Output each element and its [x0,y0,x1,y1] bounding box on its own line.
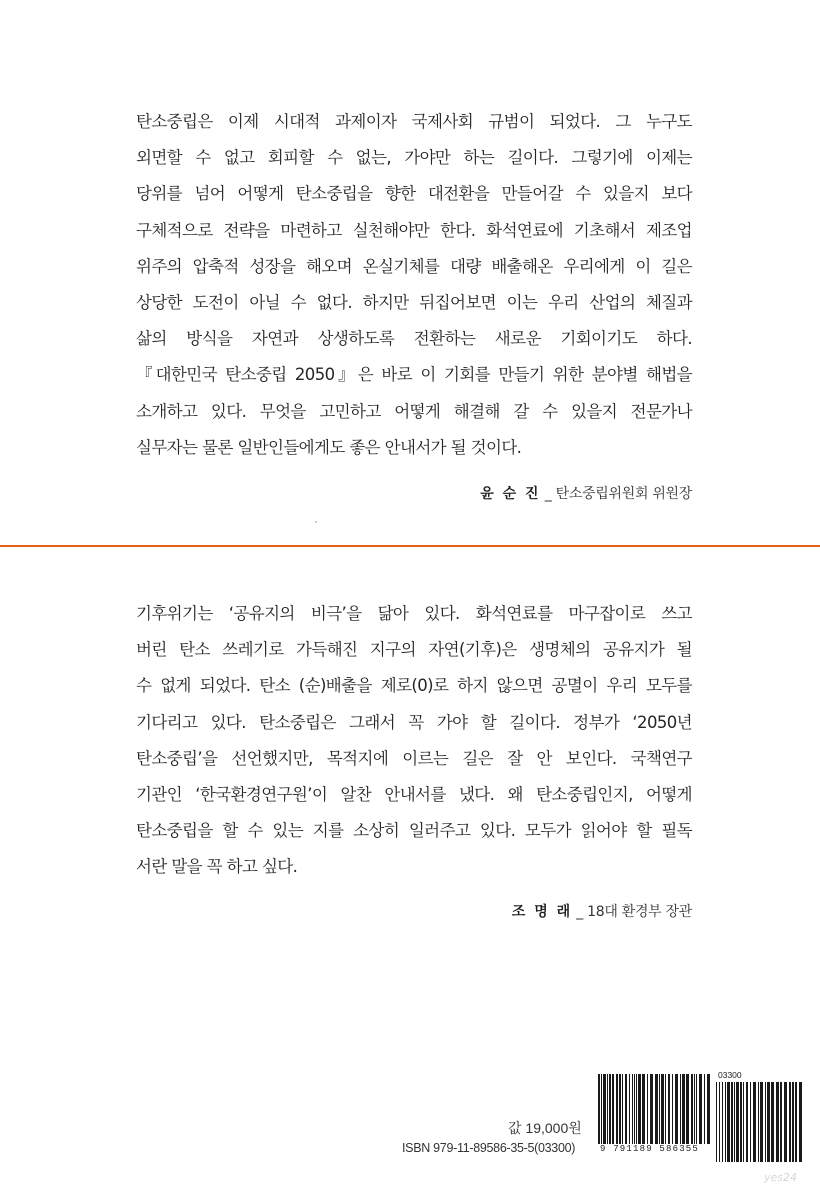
isbn-label: ISBN 979-11-89586-35-5(03300) [402,1141,576,1155]
quote-line: 수 없게 되었다. 탄소 (순)배출을 제로(0)로 하지 않으면 공멸이 우리 모두를 [136,676,692,696]
barcode-bar [765,1082,766,1162]
barcode-bar [746,1082,748,1162]
quote-line: 실무자는 물론 일반인들에게도 좋은 안내서가 될 것이다. [136,437,522,457]
stray-mark [315,521,317,523]
endorser-title: _ 18대 환경부 장관 [576,904,692,920]
quote-line: 서란 말을 꼭 하고 싶다. [136,857,298,877]
barcode-bar [792,1082,794,1162]
barcode-bar [612,1074,614,1144]
barcode-bar [740,1082,742,1162]
quote-line: 구체적으로 전략을 마련하고 실천해야만 한다. 화석연료에 기초해서 제조업 [136,220,692,240]
endorsement-quote-2 [136,596,692,886]
barcode-bar [691,1074,693,1144]
barcode-bar [622,1074,623,1144]
barcode-bar [642,1074,645,1144]
barcode-bar [750,1082,751,1162]
barcode-bar [704,1074,705,1144]
price-label: 값 19,000원 [508,1120,582,1136]
barcode-bar [675,1074,678,1144]
barcode-bar [636,1074,637,1144]
barcode-bar [753,1082,756,1162]
isbn-barcode-block [598,1070,804,1166]
quote-line: 기다리고 있다. 탄소중립은 그래서 꼭 가야 할 길이다. 정부가 ‘2050년 [136,712,692,732]
quote-line: 위주의 압축적 성장을 해오며 온실기체를 대량 배출해온 우리에게 이 길은 [136,256,692,276]
barcode-bar [629,1074,630,1144]
endorser-signature-1 [480,483,692,503]
addon-code-label: 03300 [718,1070,742,1080]
watermark: yes24 [764,1171,798,1184]
barcode-bar [699,1074,702,1144]
barcode-bar [672,1074,673,1144]
barcode-bar [598,1074,600,1144]
quote-line: 소개하고 있다. 무엇을 고민하고 어떻게 해결해 갈 수 있을지 전문가나 [136,401,692,421]
barcode-bar [665,1074,666,1144]
quote-line: 탄소중립’을 선언했지만, 목적지에 이르는 길은 잘 안 보인다. 국책연구 [136,748,692,768]
quote-line: 버린 탄소 쓰레기로 가득해진 지구의 자연(기후)은 생명체의 공유지가 될 [136,640,692,660]
barcode-bar [767,1082,770,1162]
barcode-bar [780,1082,782,1162]
barcode-bar [661,1074,664,1144]
barcode-bar [784,1082,787,1162]
barcode-bar [789,1082,791,1162]
endorser-name: 조 명 래 [511,904,573,920]
barcode-bar [603,1074,606,1144]
barcode-bar [707,1074,710,1144]
endorsement-quote-1 [136,104,692,466]
barcode-bar [682,1074,685,1144]
quote-line: 외면할 수 없고 회피할 수 없는, 가야만 하는 길이다. 그렇기에 이제는 [136,148,692,168]
barcode-bar [716,1082,717,1162]
barcode-bar [727,1082,730,1162]
barcode-bar [696,1074,697,1144]
barcode-bar [694,1074,695,1144]
barcode-bar [680,1074,681,1144]
quote-line: 당위를 넘어 어떻게 탄소중립을 향한 대전환을 만들어갈 수 있을지 보다 [136,184,692,204]
barcode-bar [736,1082,739,1162]
barcode-bar [607,1074,608,1144]
barcode-bar [616,1074,618,1144]
barcode-bar [609,1074,611,1144]
barcode-bar [647,1074,648,1144]
barcode-digits: 9 791189 586355 [600,1144,700,1154]
barcode-bar [722,1082,723,1162]
barcode-bar [731,1082,733,1162]
barcode-bar [734,1082,735,1162]
barcode-bar [668,1074,670,1144]
barcode-bar [760,1082,763,1162]
barcode-bar [659,1074,660,1144]
barcode-bar [719,1082,720,1162]
barcode-bar [650,1074,653,1144]
barcode-bar [625,1074,627,1144]
quote-line: 『대한민국 탄소중립 2050』은 바로 이 기회를 만들기 위한 분야별 해법을 [136,365,692,385]
barcode-bar [619,1074,621,1144]
quote-line: 삶의 방식을 자연과 상생하도록 전환하는 새로운 기회이기도 하다. [136,329,692,349]
barcode-bar [771,1082,774,1162]
quote-line: 기관인 ‘한국환경연구원’이 알찬 안내서를 냈다. 왜 탄소중립인지, 어떻게 [136,785,692,805]
barcode-bar [634,1074,635,1144]
barcode-bar [758,1082,759,1162]
addon-barcode [716,1082,804,1162]
endorser-name: 윤 순 진 [480,486,541,502]
barcode-bar [799,1082,802,1162]
quote-line: 탄소중립은 이제 시대적 과제이자 국제사회 규범이 되었다. 그 누구도 [136,112,692,131]
quote-line: 상당한 도전이 아닐 수 없다. 하지만 뒤집어보면 이는 우리 산업의 체질과 [136,293,692,313]
main-barcode [598,1074,710,1144]
quote-line: 기후위기는 ‘공유지의 비극’을 닮아 있다. 화석연료를 마구잡이로 쓰고 [136,604,692,623]
barcode-bar [655,1074,658,1144]
barcode-bar [725,1082,726,1162]
barcode-bar [795,1082,797,1162]
barcode-bar [776,1082,779,1162]
orange-divider [0,545,820,547]
barcode-bar [632,1074,633,1144]
endorser-title: _ 탄소중립위원회 위원장 [544,486,692,502]
barcode-bar [686,1074,689,1144]
barcode-bar [638,1074,641,1144]
endorser-signature-2 [512,901,692,921]
quote-line: 탄소중립을 할 수 있는 지를 소상히 일러주고 있다. 모두가 읽어야 할 필독 [136,821,692,841]
barcode-bar [601,1074,602,1144]
barcode-bar [743,1082,744,1162]
